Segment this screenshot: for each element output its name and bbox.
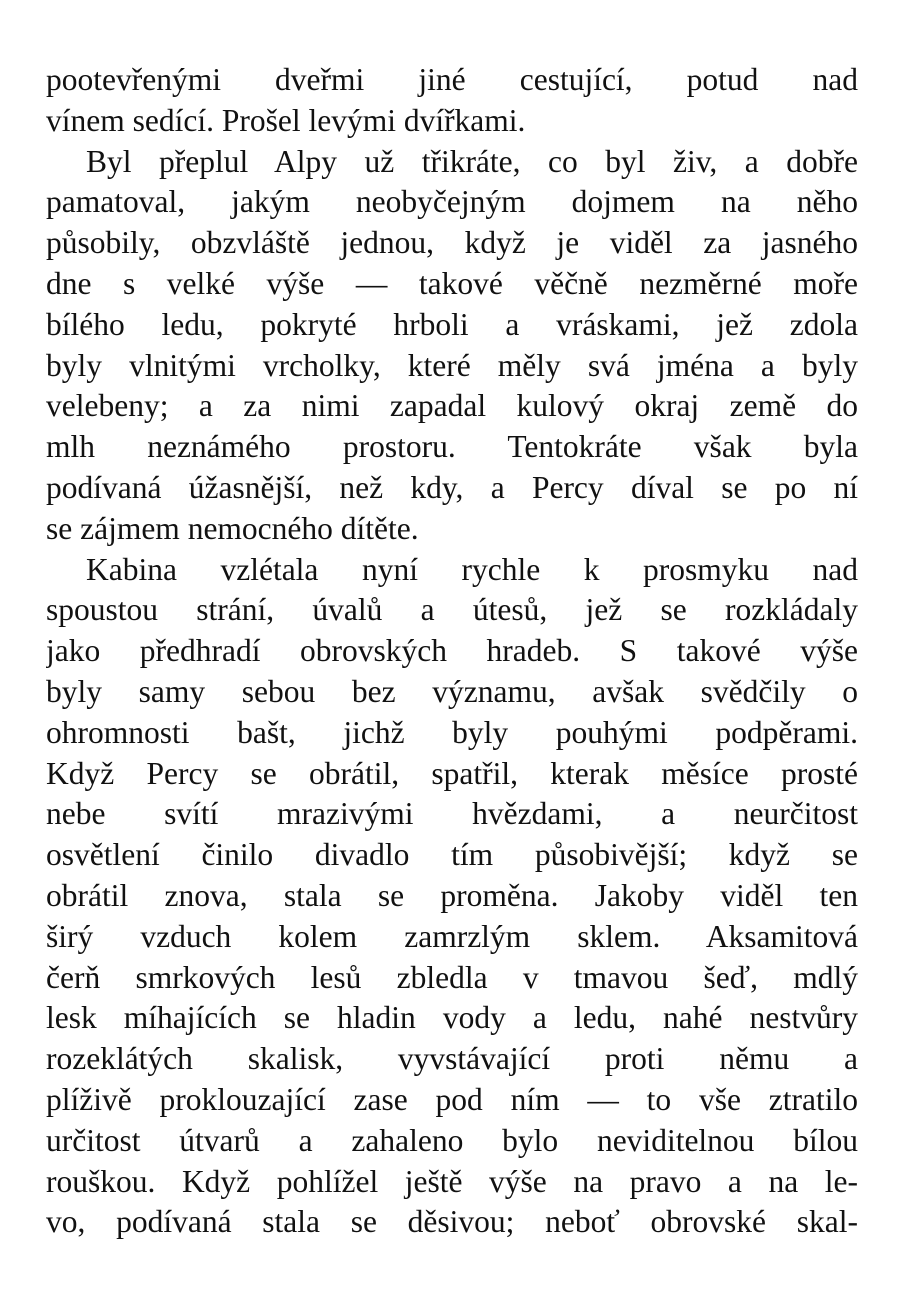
text-line: širý vzduch kolem zamrzlým sklem. Aksamitová — [46, 918, 858, 954]
text-line: mlh neznámého prostoru. Tentokráte však byla — [46, 429, 858, 465]
text-line: osvětlení činilo divadlo tím působivější; když se — [46, 837, 858, 873]
text-line: byly samy sebou bez významu, avšak svědčily o — [46, 673, 858, 709]
text-line: se zájmem nemocného dítěte. — [46, 510, 419, 546]
text-line: plíživě proklouzající zase pod ním — to vše ztratilo — [46, 1081, 858, 1117]
text-line: Byl přeplul Alpy už třikráte, co byl živ, a dobře — [86, 143, 858, 179]
text-line: ohromnosti bašt, jichž byly pouhými podpěrami. — [46, 714, 858, 750]
text-line: lesk míhajících se hladin vody a ledu, nahé nestvůry — [46, 1000, 858, 1036]
text-line: rouškou. Když pohlížel ještě výše na pravo a na le- — [46, 1163, 858, 1199]
text-line: čerň smrkových lesů zbledla v tmavou šeď, mdlý — [46, 959, 858, 995]
text-line: pootevřenými dveřmi jiné cestující, potud nad — [46, 62, 858, 97]
book-page — [46, 60, 858, 1290]
text-line: spoustou strání, úvalů a útesů, jež se rozkládaly — [46, 592, 858, 628]
paragraph — [46, 142, 858, 550]
text-line: rozeklátých skalisk, vyvstávající proti němu a — [46, 1041, 858, 1077]
text-line: nebe svítí mrazivými hvězdami, a neurčitost — [46, 796, 858, 832]
text-line: působily, obzvláště jednou, když je viděl za jasného — [46, 225, 858, 261]
text-line: vínem sedící. Prošel levými dvířkami. — [46, 102, 526, 138]
text-line: byly vlnitými vrcholky, které měly svá jména a byly — [46, 347, 858, 383]
text-line: velebeny; a za nimi zapadal kulový okraj země do — [46, 388, 858, 424]
text-line: jako předhradí obrovských hradeb. S takové výše — [46, 633, 858, 669]
text-line: bílého ledu, pokryté hrboli a vráskami, jež zdola — [46, 306, 858, 342]
text-line: podívaná úžasnější, než kdy, a Percy díval se po ní — [46, 469, 858, 505]
text-line: obrátil znova, stala se proměna. Jakoby viděl ten — [46, 877, 858, 913]
text-line: dne s velké výše — takové věčně nezměrné moře — [46, 265, 858, 301]
text-line: Když Percy se obrátil, spatřil, kterak měsíce prosté — [46, 755, 858, 791]
paragraph — [46, 550, 858, 1244]
paragraph — [46, 60, 858, 142]
text-line: pamatoval, jakým neobyčejným dojmem na něho — [46, 184, 858, 220]
text-line: Kabina vzlétala nyní rychle k prosmyku nad — [86, 551, 858, 587]
text-line: určitost útvarů a zahaleno bylo neviditelnou bílou — [46, 1122, 858, 1158]
text-line: vo, podívaná stala se děsivou; neboť obrovské skal- — [46, 1204, 858, 1240]
